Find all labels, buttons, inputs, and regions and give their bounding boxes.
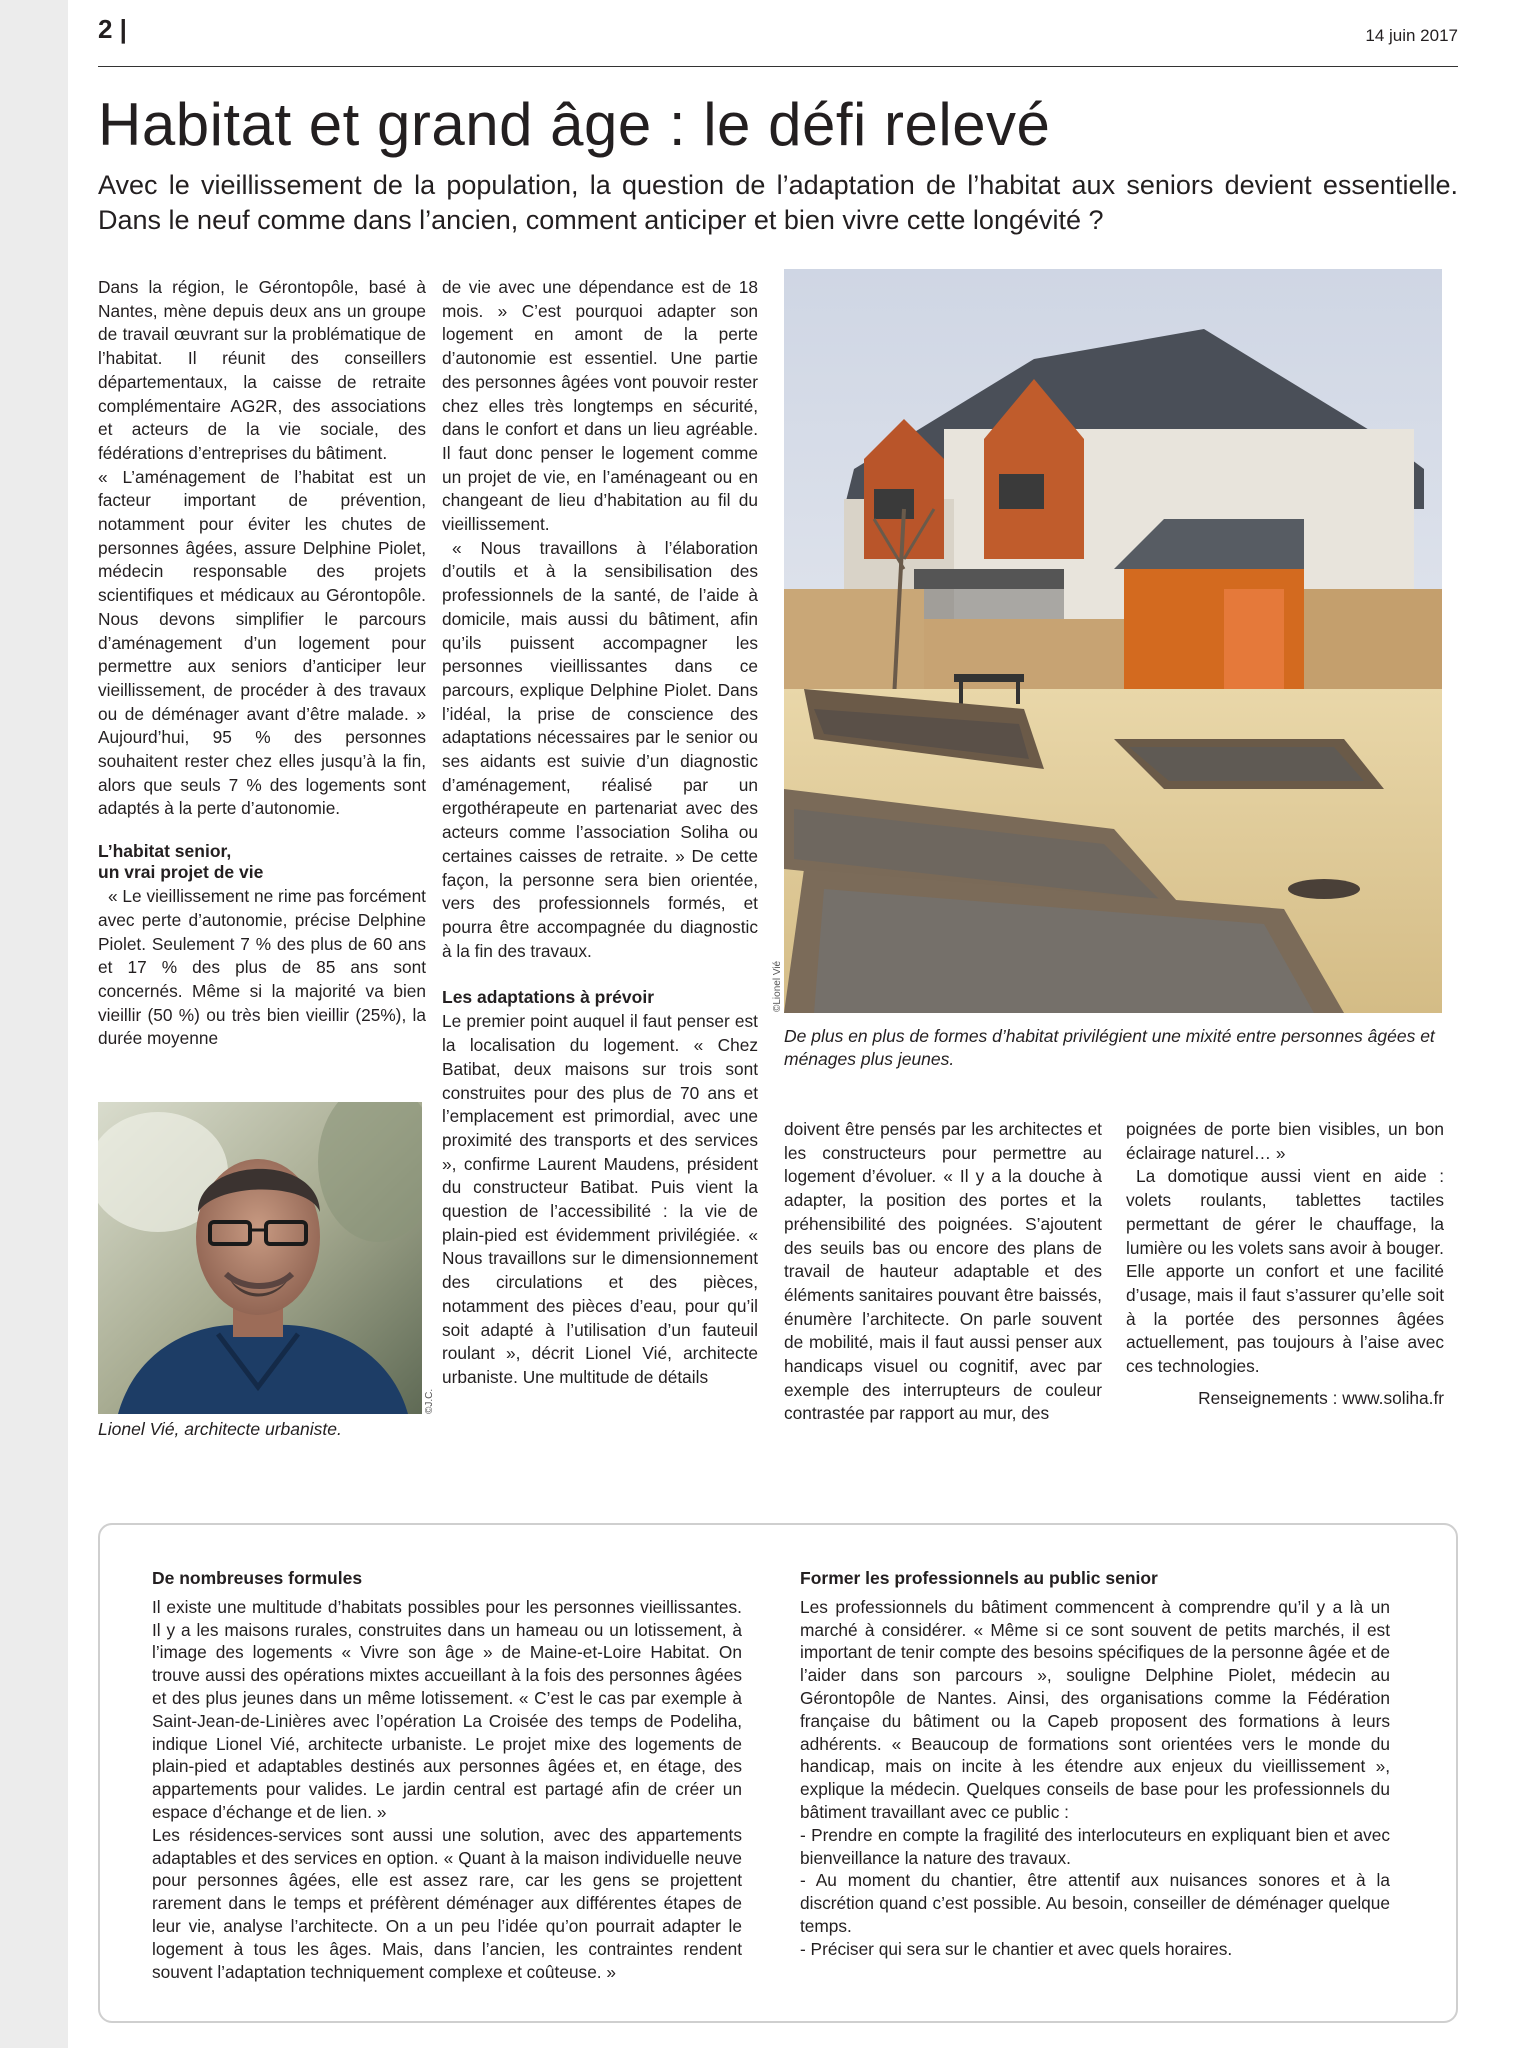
article-standfirst: Avec le vieillissement de la population, la question de l’adaptation de l’habitat aux seniors devient essentielle. Dans le neuf comme dans l’ancien, comment anticiper et bien vivre cette longévité ? bbox=[98, 170, 1458, 235]
portrait-image bbox=[98, 1102, 422, 1414]
box-heading: De nombreuses formules bbox=[152, 1568, 363, 1588]
box-right-column bbox=[800, 1567, 1390, 1961]
subheading: Les adaptations à prévoir bbox=[442, 987, 655, 1008]
article-column-4 bbox=[1126, 1118, 1444, 1410]
paragraph: Dans la région, le Gérontopôle, basé à Nantes, mène depuis deux ans un groupe de travail œuvrant sur la problématique de l’habitat. Il réunit des conseillers départementaux, la caisse de retraite complémentaire AG2R, des associations et acteurs de la vie sociale, des fédérations d’entreprises du bâtiment. bbox=[98, 277, 426, 463]
header-divider bbox=[98, 66, 1458, 67]
issue-date: 14 juin 2017 bbox=[1365, 26, 1458, 45]
paragraph: « Nous travaillons à l’élaboration d’outils et à la sensibilisation des professionnels de la santé, de l’aide à domicile, mais aussi du bâtiment, afin qu’ils puissent accompagner les personnes vieillissantes dans ce parcours, explique Delphine Piolet. Dans l’idéal, la prise de conscience des adaptations nécessaires par le senior ou ses aidants est suivie d’un diagnostic d’aménagement, réalisé par un ergothérapeute en partenariat avec des acteurs comme l’association Soliha ou certaines caisses de retraite. » De cette façon, la personne sera bien orientée, vers des professionnels formés, et pourra être accompagnée du diagnostic à la fin des travaux. bbox=[442, 537, 758, 961]
portrait-photo bbox=[98, 1102, 422, 1414]
box-left-column bbox=[152, 1567, 742, 1983]
paragraph: poignées de porte bien visibles, un bon éclairage naturel… » bbox=[1126, 1119, 1444, 1163]
page-margin-strip bbox=[0, 0, 68, 2048]
sidebar-box bbox=[98, 1523, 1458, 2023]
bullet-item: - Préciser qui sera sur le chantier et avec quels horaires. bbox=[800, 1938, 1233, 1959]
portrait-caption: Lionel Vié, architecte urbaniste. bbox=[98, 1419, 342, 1439]
paragraph: doivent être pensés par les architectes et les constructeurs pour permettre au logement d’évoluer. « Il y a la douche à adapter, la position des portes et la préhensibilité des poignées. S’ajoutent des seuils bas ou encore des plans de travail de hauteur adaptable et des éléments sanitaires pouvant être baissés, énumère l’architecte. On parle souvent de mobilité, mais il faut aussi penser aux handicaps visuel ou cognitif, avec par exemple des interrupteurs de couleur contrastée par rapport au mur, des bbox=[784, 1119, 1102, 1424]
bullet-item: - Prendre en compte la fragilité des interlocuteurs en expliquant bien et avec bienveillance la nature des travaux. bbox=[800, 1824, 1390, 1868]
paragraph: de vie avec une dépendance est de 18 mois. » C’est pourquoi adapter son logement en amont de la perte d’autonomie est essentiel. Une partie des personnes âgées vont pouvoir rester chez elles très longtemps en sécurité, dans le confort et dans un lieu agréable. Il faut donc penser le logement comme un projet de vie, en l’aménageant ou en changeant de lieu d’habitation au fil du vieillissement. bbox=[442, 277, 758, 535]
box-paragraph: Il existe une multitude d’habitats possibles pour les personnes vieillissantes. Il y a les maisons rurales, construites dans un hameau ou un lotissement, à l’image des logements « Vivre son âge » de Maine-et-Loire Habitat. On trouve aussi des opérations mixtes accueillant à la fois des personnes âgées et des plus jeunes dans un même lotissement. « C’est le cas par exemple à Saint-Jean-de-Linières avec l’opération La Croisée des temps de Podeliha, indique Lionel Vié, architecte urbaniste. Le projet mixe des logements de plain-pied et adaptables destinés aux personnes âgées et, en étage, des appartements pour valides. Le jardin central est partagé afin de créer un espace d’échange et de lien. » bbox=[152, 1596, 742, 1822]
article-column-3 bbox=[784, 1118, 1102, 1426]
housing-photo-caption: De plus en plus de formes d’habitat privilégient une mixité entre personnes âgées et ménages plus jeunes. bbox=[784, 1026, 1435, 1069]
article-column-1 bbox=[98, 276, 426, 1051]
box-heading: Former les professionnels au public senior bbox=[800, 1568, 1158, 1588]
info-line: Renseignements : www.soliha.fr bbox=[1198, 1387, 1444, 1408]
paragraph: La domotique aussi vient en aide : volets roulants, tablettes tactiles permettant de gérer le chauffage, la lumière ou les volets sans avoir à bouger. Elle apporte un confort et une facilité d’usage, mais il faut s’assurer qu’elle soit à la portée des personnes âgées actuellement, pas toujours à l’aise avec ces technologies. bbox=[1126, 1166, 1444, 1377]
paragraph: Le premier point auquel il faut penser est la localisation du logement. « Chez Batibat, deux maisons sur trois sont construites pour des plus de 70 ans et l’emplacement est primordial, avec une proximité des transports et des services », confirme Laurent Maudens, président du constructeur Batibat. Puis vient la question de l’accessibilité : la vie de plain-pied est évidemment privilégiée. « Nous travaillons sur le dimensionnement des circulations et des pièces, notamment des pièces d’eau, pour qu’il soit adapté à l’utilisation d’un fauteuil roulant », décrit Lionel Vié, architecte urbaniste. Une multitude de détails bbox=[442, 1011, 758, 1387]
paragraph: « L’aménagement de l’habitat est un facteur important de prévention, notamment pour éviter les chutes de personnes âgées, assure Delphine Piolet, médecin responsable des projets scientifiques et médicaux au Gérontopôle. Nous devons simplifier le parcours d’aménagement d’un logement pour permettre aux seniors d’anticiper leur vieillissement, de procéder à des travaux ou de déménager avant d’être malade. » Aujourd’hui, 95 % des personnes souhaitent rester chez elles jusqu’à la fin, alors que seuls 7 % des logements sont adaptés à la perte d’autonomie. bbox=[98, 466, 426, 819]
article-column-2 bbox=[442, 276, 758, 1390]
bullet-item: - Au moment du chantier, être attentif aux nuisances sonores et à la discrétion quand c’est possible. Au besoin, conseiller de déménager quelque temps. bbox=[800, 1870, 1390, 1936]
page-number: 2 | bbox=[98, 14, 127, 44]
box-paragraph: Les résidences-services sont aussi une solution, avec des appartements adaptables et des services en option. « Quant à la maison individuelle neuve pour personnes âgées, elle est assez rare, car les gens se projettent rarement dans le temps et préfèrent déménager aux différentes étapes de leur vie, analyse l’architecte. On a un peu l’idée qu’on pourrait adapter le logement à tous les âges. Mais, dans l’ancien, les contraintes rendent souvent l’adaptation techniquement complexe et coûteuse. » bbox=[152, 1824, 742, 1982]
housing-photo-credit: ©Lionel Vié bbox=[772, 960, 783, 1012]
subheading-line: un vrai projet de vie bbox=[98, 862, 264, 883]
subheading-line: L’habitat senior, bbox=[98, 841, 232, 862]
portrait-credit: ©J.C. bbox=[424, 1388, 435, 1414]
housing-photo bbox=[784, 269, 1442, 1013]
paragraph: « Le vieillissement ne rime pas forcément avec perte d’autonomie, précise Delphine Piolet. Seulement 7 % des plus de 60 ans et 17 % des plus de 85 ans sont concernés. Même si la majorité va bien vieillir (50 %) ou très bien vieillir (25%), la durée moyenne bbox=[98, 886, 426, 1049]
subheading bbox=[98, 841, 426, 883]
box-paragraph: Les professionnels du bâtiment commencent à comprendre qu’il y a là un marché à considérer. « Même si ce sont souvent de petits marchés, il est important de tenir compte des besoins spécifiques de la personne âgée et de l’aider dans son parcours », souligne Delphine Piolet, médecin au Gérontopôle de Nantes. Ainsi, des organisations comme la Fédération française du bâtiment ou la Capeb proposent des formations à leurs adhérents. « Beaucoup de formations sont orientées vers le monde du handicap, mais on incite à les étendre aux enjeux du vieillissement », explique la médecin. Quelques conseils de base pour les professionnels du bâtiment travaillant avec ce public : bbox=[800, 1596, 1390, 1822]
housing-image bbox=[784, 269, 1442, 1013]
article-title: Habitat et grand âge : le défi relevé bbox=[98, 91, 1051, 158]
